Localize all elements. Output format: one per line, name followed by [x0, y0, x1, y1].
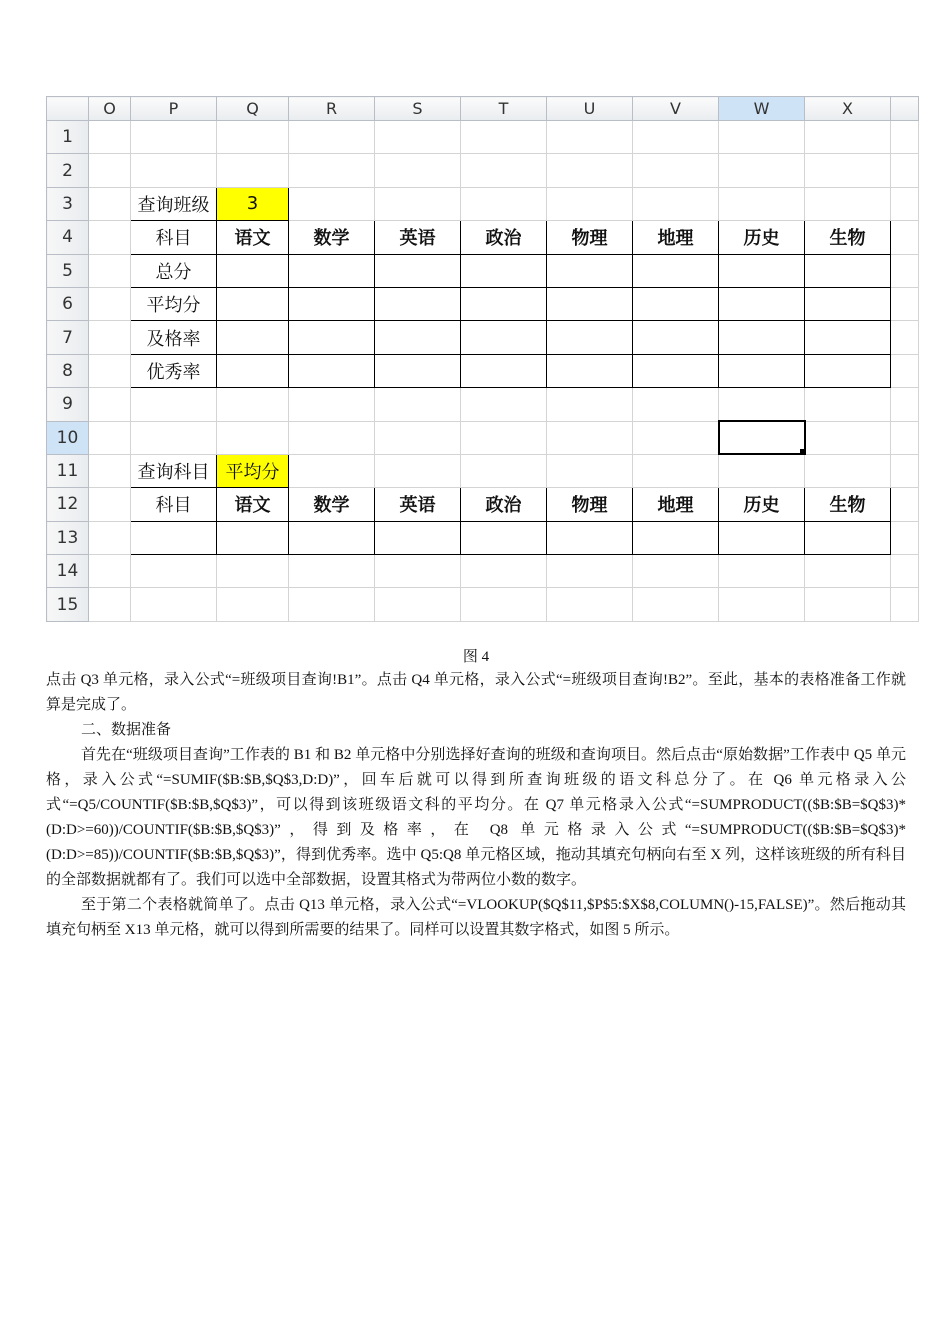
cell-q9[interactable]	[217, 388, 289, 421]
cell-s2[interactable]	[375, 154, 461, 187]
cell-r3[interactable]	[289, 187, 375, 220]
cell-r7[interactable]	[289, 321, 375, 354]
cell-v12[interactable]: 地理	[633, 488, 719, 521]
cell-w6[interactable]	[719, 287, 805, 320]
cell-x3[interactable]	[805, 187, 891, 220]
cell-v11[interactable]	[633, 454, 719, 487]
cell-t8[interactable]	[461, 354, 547, 387]
row-header-5[interactable]: 5	[47, 254, 89, 287]
cell-u13[interactable]	[547, 521, 633, 554]
cell-x8[interactable]	[805, 354, 891, 387]
cell-o11[interactable]	[89, 454, 131, 487]
row-header-13[interactable]: 13	[47, 521, 89, 554]
cell-w9[interactable]	[719, 388, 805, 421]
cell-y10[interactable]	[891, 421, 919, 454]
cell-v5[interactable]	[633, 254, 719, 287]
column-header-x[interactable]: X	[805, 97, 891, 121]
cell-q10[interactable]	[217, 421, 289, 454]
row-header-8[interactable]: 8	[47, 354, 89, 387]
sheet-row	[47, 488, 919, 521]
cell-q11[interactable]: 平均分	[217, 454, 289, 487]
cell-q2[interactable]	[217, 154, 289, 187]
cell-p2[interactable]	[131, 154, 217, 187]
cell-s7[interactable]	[375, 321, 461, 354]
cell-x10[interactable]	[805, 421, 891, 454]
cell-x9[interactable]	[805, 388, 891, 421]
sheet-row	[47, 287, 919, 320]
cell-p10[interactable]	[131, 421, 217, 454]
cell-p12[interactable]: 科目	[131, 488, 217, 521]
cell-t4[interactable]: 政治	[461, 221, 547, 254]
select-all-corner[interactable]	[47, 97, 89, 121]
cell-u3[interactable]	[547, 187, 633, 220]
cell-o12[interactable]	[89, 488, 131, 521]
cell-u12[interactable]: 物理	[547, 488, 633, 521]
cell-x2[interactable]	[805, 154, 891, 187]
column-header-t[interactable]: T	[461, 97, 547, 121]
cell-t9[interactable]	[461, 388, 547, 421]
cell-u11[interactable]	[547, 454, 633, 487]
sheet-row	[47, 221, 919, 254]
fill-handle[interactable]	[800, 449, 805, 454]
cell-u4[interactable]: 物理	[547, 221, 633, 254]
row-header-15[interactable]: 15	[47, 588, 89, 622]
cell-s8[interactable]	[375, 354, 461, 387]
sheet-row	[47, 321, 919, 354]
cell-s11[interactable]	[375, 454, 461, 487]
cell-o5[interactable]	[89, 254, 131, 287]
cell-r12[interactable]: 数学	[289, 488, 375, 521]
cell-w12[interactable]: 历史	[719, 488, 805, 521]
cell-r4[interactable]: 数学	[289, 221, 375, 254]
cell-w13[interactable]	[719, 521, 805, 554]
cell-p3[interactable]: 查询班级	[131, 187, 217, 220]
cell-p6[interactable]: 平均分	[131, 287, 217, 320]
cell-y5[interactable]	[891, 254, 919, 287]
paragraph-second-table: 至于第二个表格就简单了。点击 Q13 单元格，录入公式“=VLOOKUP($Q$11,$P$5:$X$8,COLUMN()-15,FALSE)”。然后拖动其填充句柄至 X13 单元格，就可以得到所需要的结果了。同样可以设置其数字格式，如图 5 所示。	[46, 897, 906, 938]
cell-s9[interactable]	[375, 388, 461, 421]
row-header-2[interactable]: 2	[47, 154, 89, 187]
cell-x15[interactable]	[805, 588, 891, 622]
cell-q3[interactable]: 3	[217, 187, 289, 220]
row-header-7[interactable]: 7	[47, 321, 89, 354]
cell-p11[interactable]: 查询科目	[131, 454, 217, 487]
cell-u5[interactable]	[547, 254, 633, 287]
column-header-s[interactable]: S	[375, 97, 461, 121]
sheet-row	[47, 121, 919, 154]
cell-t11[interactable]	[461, 454, 547, 487]
cell-p5[interactable]: 总分	[131, 254, 217, 287]
cell-u6[interactable]	[547, 287, 633, 320]
cell-o3[interactable]	[89, 187, 131, 220]
row-header-12[interactable]: 12	[47, 488, 89, 521]
cell-r5[interactable]	[289, 254, 375, 287]
cell-p8[interactable]: 优秀率	[131, 354, 217, 387]
cell-s14[interactable]	[375, 555, 461, 588]
sheet-row	[47, 588, 919, 622]
cell-y1[interactable]	[891, 121, 919, 154]
cell-u7[interactable]	[547, 321, 633, 354]
cell-x14[interactable]	[805, 555, 891, 588]
cell-y11[interactable]	[891, 454, 919, 487]
cell-o6[interactable]	[89, 287, 131, 320]
row-header-14[interactable]: 14	[47, 555, 89, 588]
cell-r13[interactable]	[289, 521, 375, 554]
row-header-3[interactable]: 3	[47, 187, 89, 220]
cell-v7[interactable]	[633, 321, 719, 354]
cell-t1[interactable]	[461, 121, 547, 154]
cell-y7[interactable]	[891, 321, 919, 354]
cell-y15[interactable]	[891, 588, 919, 622]
cell-u15[interactable]	[547, 588, 633, 622]
cell-x11[interactable]	[805, 454, 891, 487]
cell-w4[interactable]: 历史	[719, 221, 805, 254]
cell-x4[interactable]: 生物	[805, 221, 891, 254]
cell-s13[interactable]	[375, 521, 461, 554]
spreadsheet-grid	[46, 96, 919, 622]
cell-w3[interactable]	[719, 187, 805, 220]
cell-y3[interactable]	[891, 187, 919, 220]
sheet-row	[47, 421, 919, 454]
cell-t3[interactable]	[461, 187, 547, 220]
cell-r6[interactable]	[289, 287, 375, 320]
cell-s6[interactable]	[375, 287, 461, 320]
cell-w15[interactable]	[719, 588, 805, 622]
cell-q7[interactable]	[217, 321, 289, 354]
cell-o1[interactable]	[89, 121, 131, 154]
cell-r1[interactable]	[289, 121, 375, 154]
cell-x13[interactable]	[805, 521, 891, 554]
column-header-row	[47, 97, 919, 121]
cell-t12[interactable]: 政治	[461, 488, 547, 521]
cell-o8[interactable]	[89, 354, 131, 387]
cell-r2[interactable]	[289, 154, 375, 187]
sheet-row	[47, 454, 919, 487]
cell-y12[interactable]	[891, 488, 919, 521]
cell-s5[interactable]	[375, 254, 461, 287]
cell-u14[interactable]	[547, 555, 633, 588]
cell-v13[interactable]	[633, 521, 719, 554]
cell-t5[interactable]	[461, 254, 547, 287]
row-header-9[interactable]: 9	[47, 388, 89, 421]
cell-v14[interactable]	[633, 555, 719, 588]
cell-x1[interactable]	[805, 121, 891, 154]
cell-q8[interactable]	[217, 354, 289, 387]
cell-y6[interactable]	[891, 287, 919, 320]
cell-y13[interactable]	[891, 521, 919, 554]
row-header-11[interactable]: 11	[47, 454, 89, 487]
cell-v6[interactable]	[633, 287, 719, 320]
cell-v8[interactable]	[633, 354, 719, 387]
column-header-overflow[interactable]	[891, 97, 919, 121]
cell-s1[interactable]	[375, 121, 461, 154]
cell-r10[interactable]	[289, 421, 375, 454]
sheet-row	[47, 154, 919, 187]
cell-v15[interactable]	[633, 588, 719, 622]
cell-v1[interactable]	[633, 121, 719, 154]
cell-y8[interactable]	[891, 354, 919, 387]
cell-o2[interactable]	[89, 154, 131, 187]
sheet-row	[47, 254, 919, 287]
row-header-4[interactable]: 4	[47, 221, 89, 254]
cell-t15[interactable]	[461, 588, 547, 622]
cell-w11[interactable]	[719, 454, 805, 487]
cell-w1[interactable]	[719, 121, 805, 154]
cell-y4[interactable]	[891, 221, 919, 254]
cell-s15[interactable]	[375, 588, 461, 622]
cell-v10[interactable]	[633, 421, 719, 454]
figure-caption: 图 4	[462, 649, 490, 665]
cell-o4[interactable]	[89, 221, 131, 254]
cell-p14[interactable]	[131, 555, 217, 588]
cell-q12[interactable]: 语文	[217, 488, 289, 521]
section-heading-data-prep: 二、数据准备	[81, 722, 172, 738]
cell-u1[interactable]	[547, 121, 633, 154]
cell-p15[interactable]	[131, 588, 217, 622]
column-header-v[interactable]: V	[633, 97, 719, 121]
column-header-o[interactable]: O	[89, 97, 131, 121]
cell-q14[interactable]	[217, 555, 289, 588]
cell-p13[interactable]	[131, 521, 217, 554]
sheet-row	[47, 555, 919, 588]
cell-v2[interactable]	[633, 154, 719, 187]
cell-o7[interactable]	[89, 321, 131, 354]
row-header-1[interactable]: 1	[47, 121, 89, 154]
cell-u9[interactable]	[547, 388, 633, 421]
cell-x12[interactable]: 生物	[805, 488, 891, 521]
sheet-row	[47, 388, 919, 421]
cell-r14[interactable]	[289, 555, 375, 588]
cell-p1[interactable]	[131, 121, 217, 154]
cell-x7[interactable]	[805, 321, 891, 354]
sheet-row	[47, 354, 919, 387]
cell-s12[interactable]: 英语	[375, 488, 461, 521]
column-header-p[interactable]: P	[131, 97, 217, 121]
sheet-row	[47, 521, 919, 554]
column-header-r[interactable]: R	[289, 97, 375, 121]
cell-q4[interactable]: 语文	[217, 221, 289, 254]
cell-t2[interactable]	[461, 154, 547, 187]
row-header-10[interactable]: 10	[47, 421, 89, 454]
cell-s4[interactable]: 英语	[375, 221, 461, 254]
cell-v9[interactable]	[633, 388, 719, 421]
cell-u2[interactable]	[547, 154, 633, 187]
cell-q15[interactable]	[217, 588, 289, 622]
cell-t13[interactable]	[461, 521, 547, 554]
column-header-q[interactable]: Q	[217, 97, 289, 121]
cell-q6[interactable]	[217, 287, 289, 320]
cell-t10[interactable]	[461, 421, 547, 454]
cell-t7[interactable]	[461, 321, 547, 354]
cell-u8[interactable]	[547, 354, 633, 387]
paragraph-formula-setup: 点击 Q3 单元格，录入公式“=班级项目查询!B1”。点击 Q4 单元格，录入公式“=班级项目查询!B2”。至此，基本的表格准备工作就算是完成了。	[46, 672, 906, 713]
cell-r9[interactable]	[289, 388, 375, 421]
paragraph-data-prep: 首先在“班级项目查询”工作表的 B1 和 B2 单元格中分别选择好查询的班级和查询项目。然后点击“原始数据”工作表中 Q5 单元格，录入公式“=SUMIF($B:$B,$Q$3,D:D)”，回车后就可以得到所查询班级的语文科总分了。在 Q6 单元格录入公式“=Q5/COUNTIF($B:$B,$Q$3)”，可以得到该班级语文科的平均分。在 Q7 单元格录入公式“=SUMPRODUCT(($B:$B=$Q$3)*(D:D>=60))/COUNTIF($B:$B,$Q$3)”，得到及格率，在 Q8 单元格录入公式“=SUMPRODUCT(($B:$B=$Q$3)*(D:D>=85))/COUNTIF($B:$B,$Q$3)”，得到优秀率。选中 Q5:Q8 单元格区域，拖动其填充句柄向右至 X 列，这样该班级的所有科目的全部数据就都有了。我们可以选中全部数据，设置其格式为带两位小数的数字。	[46, 747, 906, 888]
cell-u10[interactable]	[547, 421, 633, 454]
cell-v4[interactable]: 地理	[633, 221, 719, 254]
cell-o14[interactable]	[89, 555, 131, 588]
cell-q1[interactable]	[217, 121, 289, 154]
cell-v3[interactable]	[633, 187, 719, 220]
sheet-row	[47, 187, 919, 220]
cell-r15[interactable]	[289, 588, 375, 622]
cell-t6[interactable]	[461, 287, 547, 320]
cell-y14[interactable]	[891, 555, 919, 588]
column-header-u[interactable]: U	[547, 97, 633, 121]
cell-w8[interactable]	[719, 354, 805, 387]
cell-q13[interactable]	[217, 521, 289, 554]
cell-p7[interactable]: 及格率	[131, 321, 217, 354]
cell-p9[interactable]	[131, 388, 217, 421]
cell-x5[interactable]	[805, 254, 891, 287]
cell-w5[interactable]	[719, 254, 805, 287]
cell-r11[interactable]	[289, 454, 375, 487]
cell-o13[interactable]	[89, 521, 131, 554]
cell-s3[interactable]	[375, 187, 461, 220]
cell-q5[interactable]	[217, 254, 289, 287]
cell-y2[interactable]	[891, 154, 919, 187]
cell-y9[interactable]	[891, 388, 919, 421]
cell-p4[interactable]: 科目	[131, 221, 217, 254]
cell-t14[interactable]	[461, 555, 547, 588]
cell-w2[interactable]	[719, 154, 805, 187]
cell-o15[interactable]	[89, 588, 131, 622]
cell-s10[interactable]	[375, 421, 461, 454]
cell-w14[interactable]	[719, 555, 805, 588]
column-header-w[interactable]: W	[719, 97, 805, 121]
cell-w10[interactable]	[719, 421, 805, 454]
cell-x6[interactable]	[805, 287, 891, 320]
cell-o10[interactable]	[89, 421, 131, 454]
cell-r8[interactable]	[289, 354, 375, 387]
row-header-6[interactable]: 6	[47, 287, 89, 320]
cell-w7[interactable]	[719, 321, 805, 354]
cell-o9[interactable]	[89, 388, 131, 421]
